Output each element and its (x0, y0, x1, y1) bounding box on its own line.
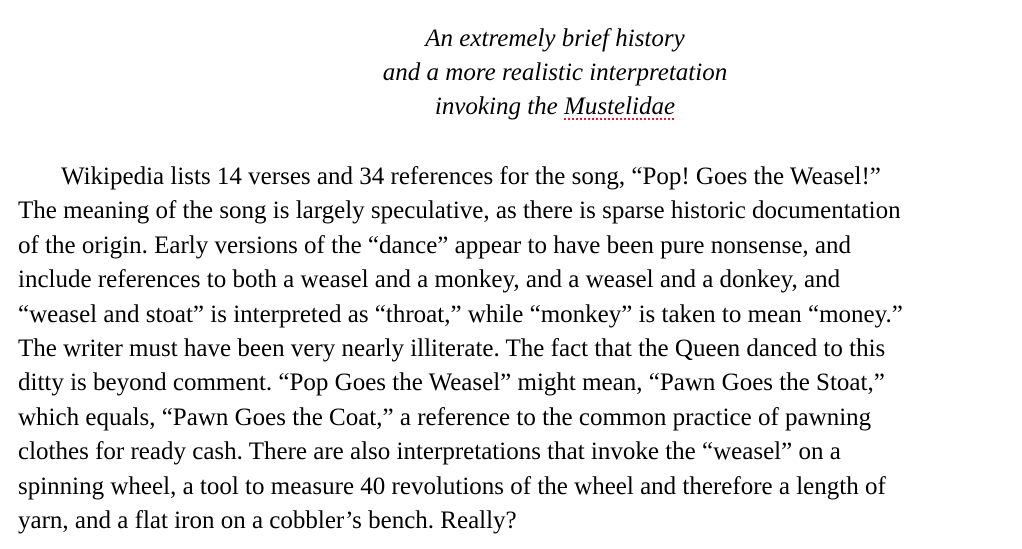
body-paragraph (18, 160, 1020, 538)
document-title (0, 22, 1022, 124)
paragraph-line: The meaning of the song is largely speculative, as there is sparse historic documentation (18, 197, 901, 225)
paragraph-line: ditty is beyond comment. “Pop Goes the Weasel” might mean, “Pawn Goes the Stoat,” (18, 369, 885, 397)
title-line-1: An extremely brief history (425, 25, 685, 52)
paragraph-line: which equals, “Pawn Goes the Coat,” a reference to the common practice of pawning (18, 403, 872, 431)
paragraph-line: of the origin. Early versions of the “dance” appear to have been pure nonsense, and (18, 231, 852, 259)
title-line-2: and a more realistic interpretation (382, 59, 728, 86)
paragraph-line: yarn, and a flat iron on a cobbler’s bench. Really? (18, 507, 517, 535)
paragraph-line: “weasel and stoat” is interpreted as “throat,” while “monkey” is taken to mean “money.” (18, 300, 903, 328)
paragraph-line: include references to both a weasel and a monkey, and a weasel and a donkey, and (18, 266, 841, 294)
misspelled-word[interactable]: Mustelidae (564, 93, 676, 120)
title-line-3 (0, 90, 1022, 124)
paragraph-line: spinning wheel, a tool to measure 40 revolutions of the wheel and therefore a length of (18, 472, 886, 500)
paragraph-line: clothes for ready cash. There are also interpretations that invoke the “weasel” on a (18, 438, 841, 466)
paragraph-line: Wikipedia lists 14 verses and 34 references for the song, “Pop! Goes the Weasel!” (61, 163, 881, 190)
paragraph-line: The writer must have been very nearly illiterate. The fact that the Queen danced to this (18, 335, 886, 363)
title-line-3-text: invoking the (434, 93, 565, 120)
